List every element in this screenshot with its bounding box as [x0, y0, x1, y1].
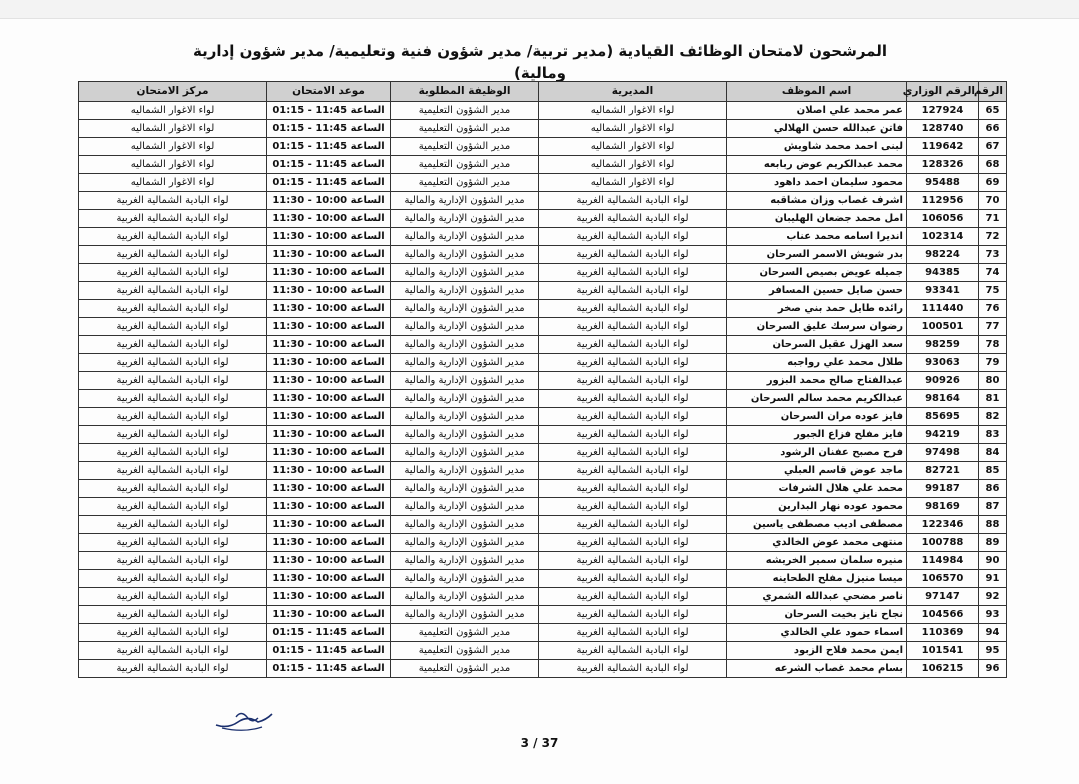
table-row	[79, 606, 1007, 624]
table-row	[79, 174, 1007, 192]
cell-time: الساعة 10:00 - 11:30	[267, 570, 391, 588]
cell-id: 110369	[907, 624, 979, 642]
cell-id: 98169	[907, 498, 979, 516]
cell-name: اشرف غصاب وزان مشاقبه	[727, 192, 907, 210]
cell-job: مدير الشؤون التعليمية	[391, 642, 539, 660]
cell-id: 100501	[907, 318, 979, 336]
cell-time: الساعة 10:00 - 11:30	[267, 444, 391, 462]
table-row	[79, 102, 1007, 120]
cell-center: لواء البادية الشمالية الغربية	[79, 516, 267, 534]
cell-center: لواء البادية الشمالية الغربية	[79, 624, 267, 642]
cell-directorate: لواء الاغوار الشماليه	[539, 156, 727, 174]
header-num: الرقم	[979, 82, 1007, 102]
cell-num: 87	[979, 498, 1007, 516]
cell-center: لواء البادية الشمالية الغربية	[79, 318, 267, 336]
cell-num: 88	[979, 516, 1007, 534]
cell-center: لواء البادية الشمالية الغربية	[79, 426, 267, 444]
table-row	[79, 372, 1007, 390]
cell-time: الساعة 10:00 - 11:30	[267, 354, 391, 372]
cell-time: الساعة 11:45 - 01:15	[267, 624, 391, 642]
cell-time: الساعة 10:00 - 11:30	[267, 588, 391, 606]
cell-directorate: لواء البادية الشمالية الغربية	[539, 372, 727, 390]
cell-name: فاتن عبدالله حسن الهلالي	[727, 120, 907, 138]
cell-directorate: لواء البادية الشمالية الغربية	[539, 516, 727, 534]
cell-directorate: لواء البادية الشمالية الغربية	[539, 408, 727, 426]
table-row	[79, 624, 1007, 642]
cell-job: مدير الشؤون الإدارية والمالية	[391, 534, 539, 552]
cell-job: مدير الشؤون الإدارية والمالية	[391, 408, 539, 426]
cell-id: 122346	[907, 516, 979, 534]
cell-time: الساعة 10:00 - 11:30	[267, 480, 391, 498]
cell-num: 77	[979, 318, 1007, 336]
cell-job: مدير الشؤون الإدارية والمالية	[391, 246, 539, 264]
cell-num: 67	[979, 138, 1007, 156]
cell-directorate: لواء البادية الشمالية الغربية	[539, 336, 727, 354]
cell-num: 85	[979, 462, 1007, 480]
cell-directorate: لواء البادية الشمالية الغربية	[539, 480, 727, 498]
cell-center: لواء الاغوار الشماليه	[79, 120, 267, 138]
cell-time: الساعة 11:45 - 01:15	[267, 174, 391, 192]
cell-center: لواء البادية الشمالية الغربية	[79, 534, 267, 552]
cell-num: 69	[979, 174, 1007, 192]
cell-name: اسماء حمود علي الخالدي	[727, 624, 907, 642]
cell-center: لواء البادية الشمالية الغربية	[79, 588, 267, 606]
cell-name: طلال محمد علي رواجبه	[727, 354, 907, 372]
cell-directorate: لواء البادية الشمالية الغربية	[539, 534, 727, 552]
cell-name: فايز مفلح فزاع الجبور	[727, 426, 907, 444]
cell-center: لواء البادية الشمالية الغربية	[79, 282, 267, 300]
cell-num: 73	[979, 246, 1007, 264]
cell-job: مدير الشؤون الإدارية والمالية	[391, 372, 539, 390]
title-line-1: المرشحون لامتحان الوظائف القيادية (مدير تربية/ مدير شؤون فنية وتعليمية/ مدير شؤون إدارية	[193, 42, 887, 60]
cell-directorate: لواء الاغوار الشماليه	[539, 138, 727, 156]
table-row	[79, 552, 1007, 570]
cell-center: لواء البادية الشمالية الغربية	[79, 444, 267, 462]
cell-time: الساعة 10:00 - 11:30	[267, 264, 391, 282]
cell-id: 94385	[907, 264, 979, 282]
table-row	[79, 210, 1007, 228]
header-center: مركز الامتحان	[79, 82, 267, 102]
table-row	[79, 570, 1007, 588]
cell-directorate: لواء البادية الشمالية الغربية	[539, 264, 727, 282]
cell-id: 85695	[907, 408, 979, 426]
cell-job: مدير الشؤون الإدارية والمالية	[391, 192, 539, 210]
cell-id: 127924	[907, 102, 979, 120]
cell-directorate: لواء الاغوار الشماليه	[539, 120, 727, 138]
cell-num: 79	[979, 354, 1007, 372]
table-row	[79, 282, 1007, 300]
cell-id: 128740	[907, 120, 979, 138]
document-title	[60, 40, 1020, 84]
cell-directorate: لواء البادية الشمالية الغربية	[539, 390, 727, 408]
cell-name: منيره سلمان سمير الخريشه	[727, 552, 907, 570]
cell-directorate: لواء البادية الشمالية الغربية	[539, 570, 727, 588]
cell-num: 81	[979, 390, 1007, 408]
cell-center: لواء البادية الشمالية الغربية	[79, 390, 267, 408]
table-row	[79, 444, 1007, 462]
cell-id: 97147	[907, 588, 979, 606]
header-id: الرقم الوزاري	[907, 82, 979, 102]
cell-id: 102314	[907, 228, 979, 246]
cell-time: الساعة 10:00 - 11:30	[267, 426, 391, 444]
cell-name: ماجد عوض قاسم العبلي	[727, 462, 907, 480]
cell-id: 100788	[907, 534, 979, 552]
cell-directorate: لواء البادية الشمالية الغربية	[539, 210, 727, 228]
cell-name: فرح مصبح عفنان الرشود	[727, 444, 907, 462]
cell-id: 106056	[907, 210, 979, 228]
cell-time: الساعة 10:00 - 11:30	[267, 516, 391, 534]
cell-id: 112956	[907, 192, 979, 210]
header-time: موعد الامتحان	[267, 82, 391, 102]
cell-center: لواء الاغوار الشماليه	[79, 156, 267, 174]
cell-job: مدير الشؤون التعليمية	[391, 624, 539, 642]
table-row	[79, 354, 1007, 372]
cell-name: فايز عوده مران السرحان	[727, 408, 907, 426]
cell-time: الساعة 10:00 - 11:30	[267, 300, 391, 318]
cell-job: مدير الشؤون الإدارية والمالية	[391, 318, 539, 336]
table-row	[79, 318, 1007, 336]
cell-center: لواء البادية الشمالية الغربية	[79, 264, 267, 282]
cell-job: مدير الشؤون الإدارية والمالية	[391, 228, 539, 246]
cell-directorate: لواء البادية الشمالية الغربية	[539, 552, 727, 570]
cell-center: لواء البادية الشمالية الغربية	[79, 570, 267, 588]
cell-name: جميله عويض بصيص السرحان	[727, 264, 907, 282]
cell-time: الساعة 10:00 - 11:30	[267, 498, 391, 516]
header-name: اسم الموظف	[727, 82, 907, 102]
cell-center: لواء البادية الشمالية الغربية	[79, 246, 267, 264]
cell-job: مدير الشؤون الإدارية والمالية	[391, 426, 539, 444]
cell-time: الساعة 10:00 - 11:30	[267, 228, 391, 246]
cell-num: 91	[979, 570, 1007, 588]
cell-job: مدير الشؤون التعليمية	[391, 102, 539, 120]
cell-name: عمر محمد علي اصلان	[727, 102, 907, 120]
cell-center: لواء البادية الشمالية الغربية	[79, 498, 267, 516]
cell-id: 104566	[907, 606, 979, 624]
cell-id: 101541	[907, 642, 979, 660]
cell-num: 70	[979, 192, 1007, 210]
cell-center: لواء البادية الشمالية الغربية	[79, 372, 267, 390]
cell-num: 66	[979, 120, 1007, 138]
cell-time: الساعة 10:00 - 11:30	[267, 246, 391, 264]
cell-name: منتهى محمد عوض الخالدي	[727, 534, 907, 552]
table-row	[79, 588, 1007, 606]
top-strip	[0, 0, 1079, 19]
cell-name: محمود سليمان احمد داهود	[727, 174, 907, 192]
cell-name: محمد عبدالكريم عوض ربابعه	[727, 156, 907, 174]
cell-directorate: لواء الاغوار الشماليه	[539, 174, 727, 192]
cell-name: انديرا اسامه محمد عناب	[727, 228, 907, 246]
cell-time: الساعة 10:00 - 11:30	[267, 192, 391, 210]
cell-num: 90	[979, 552, 1007, 570]
cell-time: الساعة 10:00 - 11:30	[267, 318, 391, 336]
cell-directorate: لواء البادية الشمالية الغربية	[539, 228, 727, 246]
cell-center: لواء البادية الشمالية الغربية	[79, 462, 267, 480]
cell-num: 86	[979, 480, 1007, 498]
table-row	[79, 264, 1007, 282]
cell-time: الساعة 11:45 - 01:15	[267, 102, 391, 120]
cell-directorate: لواء البادية الشمالية الغربية	[539, 318, 727, 336]
cell-num: 71	[979, 210, 1007, 228]
cell-id: 95488	[907, 174, 979, 192]
cell-center: لواء البادية الشمالية الغربية	[79, 642, 267, 660]
table-row	[79, 336, 1007, 354]
cell-num: 65	[979, 102, 1007, 120]
cell-time: الساعة 10:00 - 11:30	[267, 408, 391, 426]
cell-num: 89	[979, 534, 1007, 552]
cell-job: مدير الشؤون الإدارية والمالية	[391, 282, 539, 300]
cell-center: لواء البادية الشمالية الغربية	[79, 606, 267, 624]
cell-center: لواء البادية الشمالية الغربية	[79, 552, 267, 570]
cell-directorate: لواء البادية الشمالية الغربية	[539, 660, 727, 678]
cell-id: 94219	[907, 426, 979, 444]
cell-job: مدير الشؤون الإدارية والمالية	[391, 444, 539, 462]
cell-num: 72	[979, 228, 1007, 246]
cell-time: الساعة 11:45 - 01:15	[267, 156, 391, 174]
cell-center: لواء البادية الشمالية الغربية	[79, 300, 267, 318]
cell-time: الساعة 10:00 - 11:30	[267, 282, 391, 300]
cell-id: 97498	[907, 444, 979, 462]
table-row	[79, 156, 1007, 174]
table-row	[79, 228, 1007, 246]
cell-directorate: لواء البادية الشمالية الغربية	[539, 606, 727, 624]
table-row	[79, 408, 1007, 426]
cell-time: الساعة 11:45 - 01:15	[267, 120, 391, 138]
handwritten-signature-icon	[214, 708, 276, 738]
cell-directorate: لواء البادية الشمالية الغربية	[539, 300, 727, 318]
cell-num: 83	[979, 426, 1007, 444]
cell-directorate: لواء البادية الشمالية الغربية	[539, 462, 727, 480]
cell-job: مدير الشؤون التعليمية	[391, 138, 539, 156]
cell-name: بسام محمد غصاب الشرعه	[727, 660, 907, 678]
cell-name: عبدالفتاح صالح محمد البزور	[727, 372, 907, 390]
title-line-2: ومالية)	[514, 64, 566, 82]
cell-num: 93	[979, 606, 1007, 624]
cell-id: 106215	[907, 660, 979, 678]
cell-id: 93063	[907, 354, 979, 372]
cell-name: محمود عوده نهار البدارين	[727, 498, 907, 516]
cell-time: الساعة 10:00 - 11:30	[267, 552, 391, 570]
cell-time: الساعة 10:00 - 11:30	[267, 336, 391, 354]
cell-id: 99187	[907, 480, 979, 498]
table-row	[79, 138, 1007, 156]
cell-directorate: لواء البادية الشمالية الغربية	[539, 246, 727, 264]
cell-id: 119642	[907, 138, 979, 156]
cell-num: 75	[979, 282, 1007, 300]
cell-job: مدير الشؤون الإدارية والمالية	[391, 390, 539, 408]
cell-job: مدير الشؤون الإدارية والمالية	[391, 210, 539, 228]
table-row	[79, 192, 1007, 210]
cell-directorate: لواء الاغوار الشماليه	[539, 102, 727, 120]
cell-num: 96	[979, 660, 1007, 678]
cell-job: مدير الشؤون الإدارية والمالية	[391, 480, 539, 498]
cell-center: لواء الاغوار الشماليه	[79, 174, 267, 192]
cell-directorate: لواء البادية الشمالية الغربية	[539, 444, 727, 462]
table-row	[79, 246, 1007, 264]
cell-id: 98259	[907, 336, 979, 354]
cell-center: لواء البادية الشمالية الغربية	[79, 354, 267, 372]
cell-num: 94	[979, 624, 1007, 642]
cell-time: الساعة 10:00 - 11:30	[267, 534, 391, 552]
cell-center: لواء البادية الشمالية الغربية	[79, 480, 267, 498]
candidates-table	[78, 81, 1007, 678]
cell-time: الساعة 11:45 - 01:15	[267, 642, 391, 660]
cell-center: لواء البادية الشمالية الغربية	[79, 210, 267, 228]
cell-time: الساعة 10:00 - 11:30	[267, 390, 391, 408]
table-row	[79, 120, 1007, 138]
cell-time: الساعة 10:00 - 11:30	[267, 606, 391, 624]
cell-center: لواء البادية الشمالية الغربية	[79, 660, 267, 678]
cell-name: امل محمد جضعان الهليبان	[727, 210, 907, 228]
cell-name: محمد علي هلال الشرفات	[727, 480, 907, 498]
table-row	[79, 534, 1007, 552]
cell-id: 90926	[907, 372, 979, 390]
page-number: 3 / 37	[520, 736, 559, 750]
cell-name: رائده طايل حمد بني صخر	[727, 300, 907, 318]
table-row	[79, 480, 1007, 498]
table-body	[79, 102, 1007, 678]
cell-job: مدير الشؤون الإدارية والمالية	[391, 264, 539, 282]
cell-id: 93341	[907, 282, 979, 300]
cell-num: 76	[979, 300, 1007, 318]
cell-job: مدير الشؤون الإدارية والمالية	[391, 552, 539, 570]
cell-job: مدير الشؤون الإدارية والمالية	[391, 516, 539, 534]
cell-time: الساعة 10:00 - 11:30	[267, 372, 391, 390]
cell-directorate: لواء البادية الشمالية الغربية	[539, 642, 727, 660]
cell-num: 95	[979, 642, 1007, 660]
cell-id: 114984	[907, 552, 979, 570]
cell-name: لبنى احمد محمد شاويش	[727, 138, 907, 156]
table-row	[79, 660, 1007, 678]
cell-directorate: لواء البادية الشمالية الغربية	[539, 282, 727, 300]
cell-name: بدر شويش الاسمر السرحان	[727, 246, 907, 264]
cell-directorate: لواء البادية الشمالية الغربية	[539, 426, 727, 444]
cell-num: 78	[979, 336, 1007, 354]
header-directorate: المديرية	[539, 82, 727, 102]
cell-directorate: لواء البادية الشمالية الغربية	[539, 624, 727, 642]
cell-num: 82	[979, 408, 1007, 426]
cell-time: الساعة 11:45 - 01:15	[267, 660, 391, 678]
cell-center: لواء البادية الشمالية الغربية	[79, 336, 267, 354]
cell-id: 128326	[907, 156, 979, 174]
cell-name: ايمن محمد فلاح الزبود	[727, 642, 907, 660]
cell-job: مدير الشؤون الإدارية والمالية	[391, 570, 539, 588]
header-job: الوظيفة المطلوبة	[391, 82, 539, 102]
table-row	[79, 300, 1007, 318]
cell-name: عبدالكريم محمد سالم السرحان	[727, 390, 907, 408]
cell-job: مدير الشؤون التعليمية	[391, 120, 539, 138]
cell-num: 74	[979, 264, 1007, 282]
cell-job: مدير الشؤون الإدارية والمالية	[391, 462, 539, 480]
cell-id: 82721	[907, 462, 979, 480]
table-header-row	[79, 82, 1007, 102]
table-row	[79, 390, 1007, 408]
cell-name: رضوان سرسك عليق السرحان	[727, 318, 907, 336]
cell-time: الساعة 10:00 - 11:30	[267, 462, 391, 480]
cell-name: نجاح نايز بخيت السرحان	[727, 606, 907, 624]
cell-center: لواء الاغوار الشماليه	[79, 138, 267, 156]
cell-name: مصطفى اديب مصطفى ياسين	[727, 516, 907, 534]
table-row	[79, 426, 1007, 444]
cell-job: مدير الشؤون الإدارية والمالية	[391, 336, 539, 354]
cell-directorate: لواء البادية الشمالية الغربية	[539, 354, 727, 372]
cell-name: ناصر مضحي عبدالله الشمري	[727, 588, 907, 606]
cell-job: مدير الشؤون الإدارية والمالية	[391, 300, 539, 318]
cell-job: مدير الشؤون الإدارية والمالية	[391, 588, 539, 606]
cell-num: 68	[979, 156, 1007, 174]
cell-name: سعد الهزل عقيل السرحان	[727, 336, 907, 354]
cell-name: ميسا منيزل مفلح الطحاينه	[727, 570, 907, 588]
cell-job: مدير الشؤون التعليمية	[391, 660, 539, 678]
table-row	[79, 498, 1007, 516]
cell-center: لواء الاغوار الشماليه	[79, 102, 267, 120]
cell-name: حسن صايل حسين المسافر	[727, 282, 907, 300]
cell-job: مدير الشؤون التعليمية	[391, 174, 539, 192]
table-row	[79, 642, 1007, 660]
cell-directorate: لواء البادية الشمالية الغربية	[539, 192, 727, 210]
cell-num: 84	[979, 444, 1007, 462]
cell-job: مدير الشؤون الإدارية والمالية	[391, 354, 539, 372]
cell-id: 111440	[907, 300, 979, 318]
cell-time: الساعة 11:45 - 01:15	[267, 138, 391, 156]
cell-directorate: لواء البادية الشمالية الغربية	[539, 498, 727, 516]
cell-job: مدير الشؤون التعليمية	[391, 156, 539, 174]
cell-directorate: لواء البادية الشمالية الغربية	[539, 588, 727, 606]
cell-center: لواء البادية الشمالية الغربية	[79, 192, 267, 210]
cell-time: الساعة 10:00 - 11:30	[267, 210, 391, 228]
table-row	[79, 462, 1007, 480]
cell-num: 92	[979, 588, 1007, 606]
cell-id: 106570	[907, 570, 979, 588]
table-row	[79, 516, 1007, 534]
cell-job: مدير الشؤون الإدارية والمالية	[391, 606, 539, 624]
cell-id: 98224	[907, 246, 979, 264]
cell-id: 98164	[907, 390, 979, 408]
cell-center: لواء البادية الشمالية الغربية	[79, 228, 267, 246]
cell-num: 80	[979, 372, 1007, 390]
cell-center: لواء البادية الشمالية الغربية	[79, 408, 267, 426]
cell-job: مدير الشؤون الإدارية والمالية	[391, 498, 539, 516]
